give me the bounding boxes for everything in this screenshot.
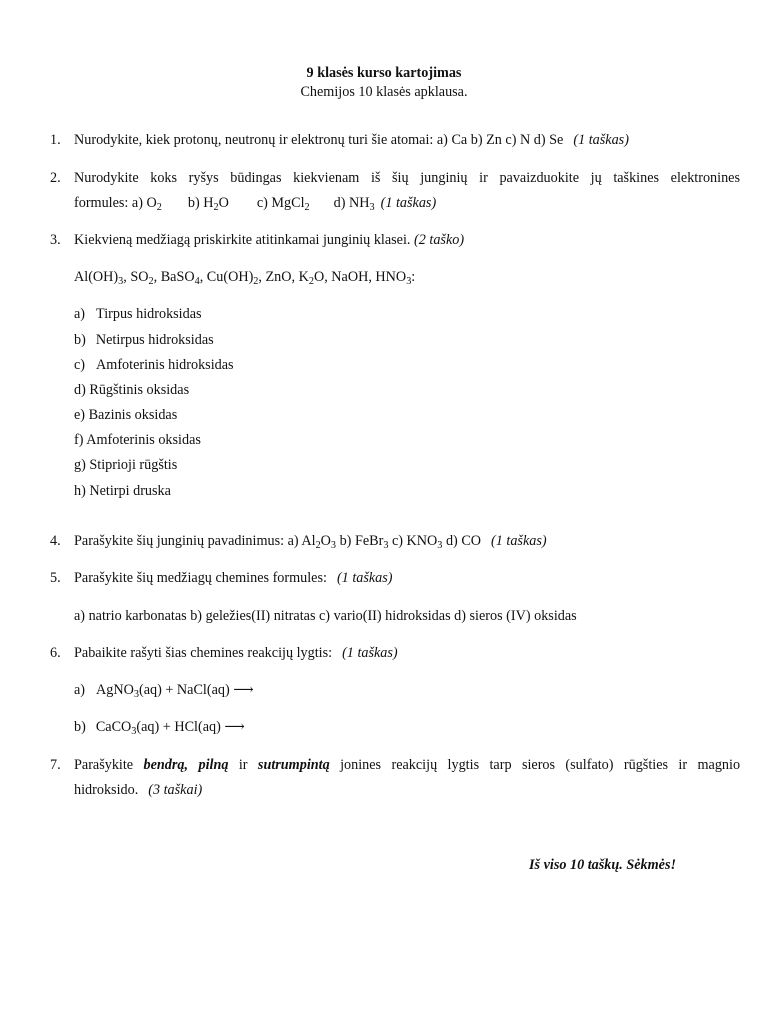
q3-f2: , SO (123, 269, 149, 285)
page-subtitle: Chemijos 10 klasės apklausa. (300, 84, 468, 100)
q3-formulas (74, 268, 415, 286)
q2-option-d: d) NH (333, 195, 370, 211)
q2-line1: Nurodykite koks ryšys būdingas kiekvienam iš šių junginių ir pavaizduokite jų taškines elektronines (74, 170, 740, 186)
q2-number: 2. (50, 170, 61, 186)
q4-part-3: b) FeBr (336, 533, 384, 549)
q6-text (74, 644, 398, 662)
q6-a-label: a) (74, 682, 86, 698)
q2-points: (1 taškas) (380, 195, 437, 211)
q6-number: 6. (50, 645, 61, 661)
q2-option-a: a) O (131, 195, 157, 211)
q3-number: 3. (50, 232, 61, 248)
list-item-label: b) (74, 332, 86, 348)
q2-option-d-sub: 3 (369, 201, 375, 213)
q3-f6-sub: 3 (406, 275, 412, 287)
q4-number: 4. (50, 533, 61, 549)
q7-bold-2: pilną (198, 757, 229, 773)
q4-part-4: c) KNO (388, 533, 438, 549)
q4-sub-1: 2 (315, 539, 321, 551)
q3-f7: : (411, 269, 416, 285)
q6-b-part2: (aq) + HCl(aq) ⟶ (136, 719, 245, 735)
q1-number: 1. (50, 132, 61, 148)
q6-b-label: b) (74, 719, 86, 735)
q3-body: Kiekvieną medžiagą priskirkite atitinkamai junginių klasei. (74, 232, 411, 248)
q3-f3: , BaSO (153, 269, 195, 285)
list-item (74, 456, 177, 474)
q5-text (74, 569, 393, 587)
q2-option-c: c) MgCl (256, 195, 305, 211)
q6-b-sub: 3 (131, 725, 137, 737)
q2-prefix: formules: (74, 195, 129, 211)
q4-sub-2: 3 (330, 539, 337, 551)
q6-equation-b (74, 718, 245, 736)
q2-option-b-end: O (218, 195, 229, 211)
q5-body: Parašykite šių medžiagų chemines formules: (74, 570, 327, 586)
list-item-label: h) (74, 483, 86, 499)
page-title: 9 klasės kurso kartojimas (306, 65, 462, 81)
q7-line2-text: hidroksido. (74, 782, 139, 798)
list-item (74, 381, 189, 399)
q6-body: Pabaikite rašyti šias chemines reakcijų lygtis: (74, 645, 333, 661)
q4-body: Parašykite šių junginių pavadinimus: a) Al (74, 533, 316, 549)
q6-b-part1: CaCO (95, 719, 132, 735)
list-item (74, 431, 201, 449)
q7-bold-3: sutrumpintą (257, 757, 330, 773)
q6-a-part1: AgNO (96, 682, 134, 698)
list-item-text: Amfoterinis oksidas (86, 432, 201, 448)
q6-equation-a (74, 681, 254, 699)
list-item-text: Bazinis oksidas (88, 407, 178, 423)
q2-option-a-sub: 2 (156, 201, 162, 213)
q4-points: (1 taškas) (491, 533, 547, 549)
q7-w1: Parašykite (74, 757, 134, 773)
q7-points: (3 taškai) (148, 782, 203, 798)
list-item-label: c) (74, 357, 86, 373)
list-item-text: Netirpi druska (89, 483, 171, 499)
q6-points: (1 taškas) (342, 645, 398, 661)
q3-f4: , Cu(OH) (199, 269, 254, 285)
q3-f1-sub: 3 (118, 275, 124, 287)
q3-f5-sub: 2 (308, 275, 314, 287)
q5-points: (1 taškas) (336, 570, 393, 586)
list-item-label: a) (74, 306, 86, 322)
list-item-label: f) (74, 432, 84, 448)
q3-f6: O, NaOH, HNO (313, 269, 407, 285)
list-item-label: e) (74, 407, 86, 423)
q4-part-2: O (320, 533, 331, 549)
q1-points: (1 taškas) (573, 132, 629, 148)
list-item-text: Stiprioji rūgštis (89, 457, 178, 473)
list-item-text: Netirpus hidroksidas (95, 332, 214, 348)
q7-number: 7. (50, 757, 61, 773)
q4-sub-3: 3 (383, 539, 389, 551)
q3-f2-sub: 2 (148, 275, 154, 287)
list-item-text: Amfoterinis hidroksidas (96, 357, 234, 373)
q7-comma: , (184, 757, 189, 773)
list-item-label: d) (74, 382, 86, 398)
q1-text (74, 131, 629, 149)
list-item-label: g) (74, 457, 86, 473)
list-item (74, 356, 234, 374)
q3-points: (2 taško) (414, 232, 465, 248)
q2-option-b-sub: 2 (213, 201, 219, 213)
q1-body: Nurodykite, kiek protonų, neutronų ir elektronų turi šie atomai: a) Ca b) Zn c) N d) Se (74, 132, 564, 148)
q4-sub-4: 3 (437, 539, 443, 551)
q2-option-b: b) H (187, 195, 214, 211)
list-item-text: Rūgštinis oksidas (89, 382, 190, 398)
q7-line2 (74, 781, 202, 799)
q4-part-5: d) CO (442, 533, 482, 549)
q2-line2 (74, 194, 436, 212)
list-item (74, 305, 202, 323)
q2-option-c-sub: 2 (304, 201, 310, 213)
q3-f1: Al(OH) (74, 269, 119, 285)
list-item (74, 482, 171, 500)
list-item (74, 406, 177, 424)
q5-items: a) natrio karbonatas b) geležies(II) nitratas c) vario(II) hidroksidas d) sieros (IV) oksidas (74, 608, 577, 624)
q7-bold-1: bendrą (143, 757, 185, 773)
q5-number: 5. (50, 570, 61, 586)
q7-w7: jonines reakcijų lygtis tarp sieros (sulfato) rūgšties ir magnio (340, 757, 741, 773)
q7-w5: ir (238, 757, 248, 773)
q6-a-part2: (aq) + NaCl(aq) ⟶ (138, 682, 254, 698)
total-points: Iš viso 10 taškų. Sėkmės! (529, 857, 677, 873)
q3-f5: , ZnO, K (258, 269, 309, 285)
list-item-text: Tirpus hidroksidas (96, 306, 202, 322)
q3-f3-sub: 4 (194, 275, 200, 287)
q3-text (74, 231, 464, 249)
q4-text (74, 532, 547, 550)
q6-a-sub: 3 (133, 688, 139, 700)
q7-line1 (74, 756, 740, 774)
q3-f4-sub: 2 (253, 275, 259, 287)
list-item (74, 331, 214, 349)
